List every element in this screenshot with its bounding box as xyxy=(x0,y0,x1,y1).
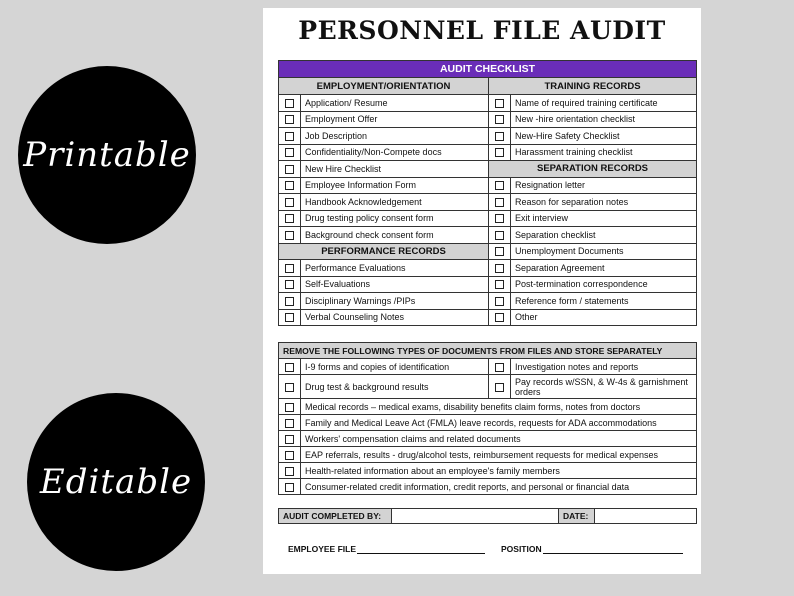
checkbox[interactable] xyxy=(495,363,504,372)
section-training-records: TRAINING RECORDS xyxy=(489,78,697,95)
checkbox-cell[interactable] xyxy=(489,144,511,161)
checkbox[interactable] xyxy=(285,148,294,157)
checkbox-cell[interactable] xyxy=(279,309,301,326)
remove-row xyxy=(279,463,697,479)
remove-item-label: I-9 forms and copies of identification xyxy=(301,359,489,375)
checkbox-cell[interactable] xyxy=(489,194,511,211)
checkbox[interactable] xyxy=(495,181,504,190)
checkbox-cell[interactable] xyxy=(489,111,511,128)
checkbox-cell[interactable] xyxy=(279,177,301,194)
document-title: PERSONNEL FILE AUDIT xyxy=(298,16,666,45)
remove-row xyxy=(279,359,697,375)
employee-file-field[interactable] xyxy=(288,544,485,554)
checkbox-cell[interactable] xyxy=(279,260,301,277)
checkbox[interactable] xyxy=(495,383,504,392)
checklist-item-label: Reason for separation notes xyxy=(511,194,697,211)
checkbox-cell[interactable] xyxy=(279,359,301,375)
checkbox-cell[interactable] xyxy=(489,227,511,244)
checklist-row xyxy=(279,194,697,211)
date-label: DATE: xyxy=(559,509,595,524)
checkbox[interactable] xyxy=(495,99,504,108)
checklist-row xyxy=(279,111,697,128)
remove-row xyxy=(279,447,697,463)
checkbox[interactable] xyxy=(285,383,294,392)
checklist-item-label: Background check consent form xyxy=(301,227,489,244)
checklist-row xyxy=(279,276,697,293)
remove-item-label: Consumer-related credit information, credit reports, and personal or financial data xyxy=(301,479,697,495)
position-label: POSITION xyxy=(501,544,542,554)
checkbox-cell[interactable] xyxy=(279,415,301,431)
checkbox[interactable] xyxy=(285,483,294,492)
remove-item-label: EAP referrals, results - drug/alcohol tests, reimbursement requests for medical expenses xyxy=(301,447,697,463)
checklist-row xyxy=(279,177,697,194)
checkbox-cell[interactable] xyxy=(279,95,301,112)
checklist-item-label: Employment Offer xyxy=(301,111,489,128)
checkbox[interactable] xyxy=(495,264,504,273)
checkbox[interactable] xyxy=(285,231,294,240)
checkbox-cell[interactable] xyxy=(489,276,511,293)
checkbox[interactable] xyxy=(285,115,294,124)
checkbox-cell[interactable] xyxy=(489,210,511,227)
remove-item-label: Health-related information about an employee's family members xyxy=(301,463,697,479)
checkbox-cell[interactable] xyxy=(279,111,301,128)
checkbox-cell[interactable] xyxy=(489,95,511,112)
section-performance-records: PERFORMANCE RECORDS xyxy=(279,243,489,260)
remove-item-label: Workers' compensation claims and related documents xyxy=(301,431,697,447)
remove-documents-header: REMOVE THE FOLLOWING TYPES OF DOCUMENTS FROM FILES AND STORE SEPARATELY xyxy=(279,343,697,359)
checklist-item-label: Separation Agreement xyxy=(511,260,697,277)
checklist-row xyxy=(279,309,697,326)
checkbox[interactable] xyxy=(495,280,504,289)
checklist-item-label: Exit interview xyxy=(511,210,697,227)
checklist-item-label: Verbal Counseling Notes xyxy=(301,309,489,326)
checklist-row xyxy=(279,210,697,227)
audit-completed-table xyxy=(278,508,697,524)
checklist-item-label: Unemployment Documents xyxy=(511,243,697,260)
checkbox-cell[interactable] xyxy=(489,243,511,260)
checklist-item-label: Confidentiality/Non-Compete docs xyxy=(301,144,489,161)
checkbox[interactable] xyxy=(285,280,294,289)
checklist-row xyxy=(279,227,697,244)
checklist-item-label: Self-Evaluations xyxy=(301,276,489,293)
checkbox[interactable] xyxy=(495,198,504,207)
checklist-item-label: Job Description xyxy=(301,128,489,145)
checklist-row xyxy=(279,243,697,260)
remove-item-label: Family and Medical Leave Act (FMLA) leave records, requests for ADA accommodations xyxy=(301,415,697,431)
checklist-item-label: Application/ Resume xyxy=(301,95,489,112)
checklist-item-label: Other xyxy=(511,309,697,326)
document-page xyxy=(263,8,701,574)
checkbox-cell[interactable] xyxy=(279,194,301,211)
checkbox-cell[interactable] xyxy=(279,227,301,244)
checkbox[interactable] xyxy=(285,403,294,412)
checkbox-cell[interactable] xyxy=(489,359,511,375)
checkbox[interactable] xyxy=(285,313,294,322)
checkbox-cell[interactable] xyxy=(489,375,511,399)
checkbox[interactable] xyxy=(285,467,294,476)
employee-file-label: EMPLOYEE FILE xyxy=(288,544,357,554)
checkbox-cell[interactable] xyxy=(279,399,301,415)
remove-row xyxy=(279,399,697,415)
checkbox-cell[interactable] xyxy=(279,161,301,178)
checklist-item-label: Harassment training checklist xyxy=(511,144,697,161)
checklist-item-label: Handbook Acknowledgement xyxy=(301,194,489,211)
checkbox-cell[interactable] xyxy=(279,447,301,463)
checklist-item-label: New -hire orientation checklist xyxy=(511,111,697,128)
checkbox-cell[interactable] xyxy=(279,128,301,145)
date-field[interactable] xyxy=(595,509,697,524)
checkbox[interactable] xyxy=(285,214,294,223)
checkbox[interactable] xyxy=(495,132,504,141)
remove-item-label: Medical records – medical exams, disability benefits claim forms, notes from doctors xyxy=(301,399,697,415)
checklist-item-label: Separation checklist xyxy=(511,227,697,244)
checkbox-cell[interactable] xyxy=(279,375,301,399)
checklist-item-label: Performance Evaluations xyxy=(301,260,489,277)
checkbox[interactable] xyxy=(285,451,294,460)
checkbox[interactable] xyxy=(285,363,294,372)
remove-documents-table xyxy=(278,342,697,495)
remove-item-label: Drug test & background results xyxy=(301,375,489,399)
checklist-row xyxy=(279,161,697,178)
checklist-item-label: Reference form / statements xyxy=(511,293,697,310)
remove-row xyxy=(279,431,697,447)
checkbox[interactable] xyxy=(285,435,294,444)
checkbox-cell[interactable] xyxy=(279,144,301,161)
checkbox[interactable] xyxy=(285,419,294,428)
checklist-row xyxy=(279,144,697,161)
checkbox-cell[interactable] xyxy=(279,463,301,479)
checklist-row xyxy=(279,128,697,145)
checkbox[interactable] xyxy=(285,198,294,207)
checkbox[interactable] xyxy=(495,313,504,322)
checklist-row xyxy=(279,95,697,112)
checklist-row xyxy=(279,293,697,310)
remove-item-label: Investigation notes and reports xyxy=(511,359,697,375)
printable-badge: Printable xyxy=(18,66,196,244)
checklist-item-label: Disciplinary Warnings /PIPs xyxy=(301,293,489,310)
checklist-item-label: New Hire Checklist xyxy=(301,161,489,178)
checkbox-cell[interactable] xyxy=(489,260,511,277)
remove-row xyxy=(279,415,697,431)
checkbox-cell[interactable] xyxy=(489,309,511,326)
audit-completed-by-label: AUDIT COMPLETED BY: xyxy=(279,509,392,524)
checkbox-cell[interactable] xyxy=(279,479,301,495)
audit-completed-by-field[interactable] xyxy=(392,509,559,524)
remove-item-label: Pay records w/SSN, & W-4s & garnishment orders xyxy=(511,375,697,399)
checklist-item-label: Post-termination correspondence xyxy=(511,276,697,293)
checkbox-cell[interactable] xyxy=(279,293,301,310)
checkbox[interactable] xyxy=(285,132,294,141)
checkbox[interactable] xyxy=(495,231,504,240)
editable-badge: Editable xyxy=(27,393,205,571)
checklist-item-label: Drug testing policy consent form xyxy=(301,210,489,227)
checkbox-cell[interactable] xyxy=(489,293,511,310)
checkbox[interactable] xyxy=(285,165,294,174)
checkbox-cell[interactable] xyxy=(489,128,511,145)
checklist-item-label: Resignation letter xyxy=(511,177,697,194)
checklist-item-label: Employee Information Form xyxy=(301,177,489,194)
checkbox[interactable] xyxy=(495,115,504,124)
checkbox-cell[interactable] xyxy=(279,276,301,293)
checkbox[interactable] xyxy=(495,297,504,306)
checklist-row xyxy=(279,260,697,277)
checkbox[interactable] xyxy=(285,297,294,306)
remove-row xyxy=(279,375,697,399)
audit-checklist-table xyxy=(278,60,697,326)
checkbox-cell[interactable] xyxy=(489,177,511,194)
checklist-item-label: Name of required training certificate xyxy=(511,95,697,112)
checkbox[interactable] xyxy=(495,247,504,256)
checklist-item-label: New-Hire Safety Checklist xyxy=(511,128,697,145)
checkbox[interactable] xyxy=(495,148,504,157)
checkbox[interactable] xyxy=(495,214,504,223)
section-employment-orientation: EMPLOYMENT/ORIENTATION xyxy=(279,78,489,95)
checkbox[interactable] xyxy=(285,99,294,108)
audit-checklist-header: AUDIT CHECKLIST xyxy=(279,61,697,78)
checkbox-cell[interactable] xyxy=(279,210,301,227)
remove-row xyxy=(279,479,697,495)
section-separation-records: SEPARATION RECORDS xyxy=(489,161,697,178)
checkbox[interactable] xyxy=(285,264,294,273)
checkbox-cell[interactable] xyxy=(279,431,301,447)
position-field[interactable] xyxy=(501,544,683,554)
checkbox[interactable] xyxy=(285,181,294,190)
